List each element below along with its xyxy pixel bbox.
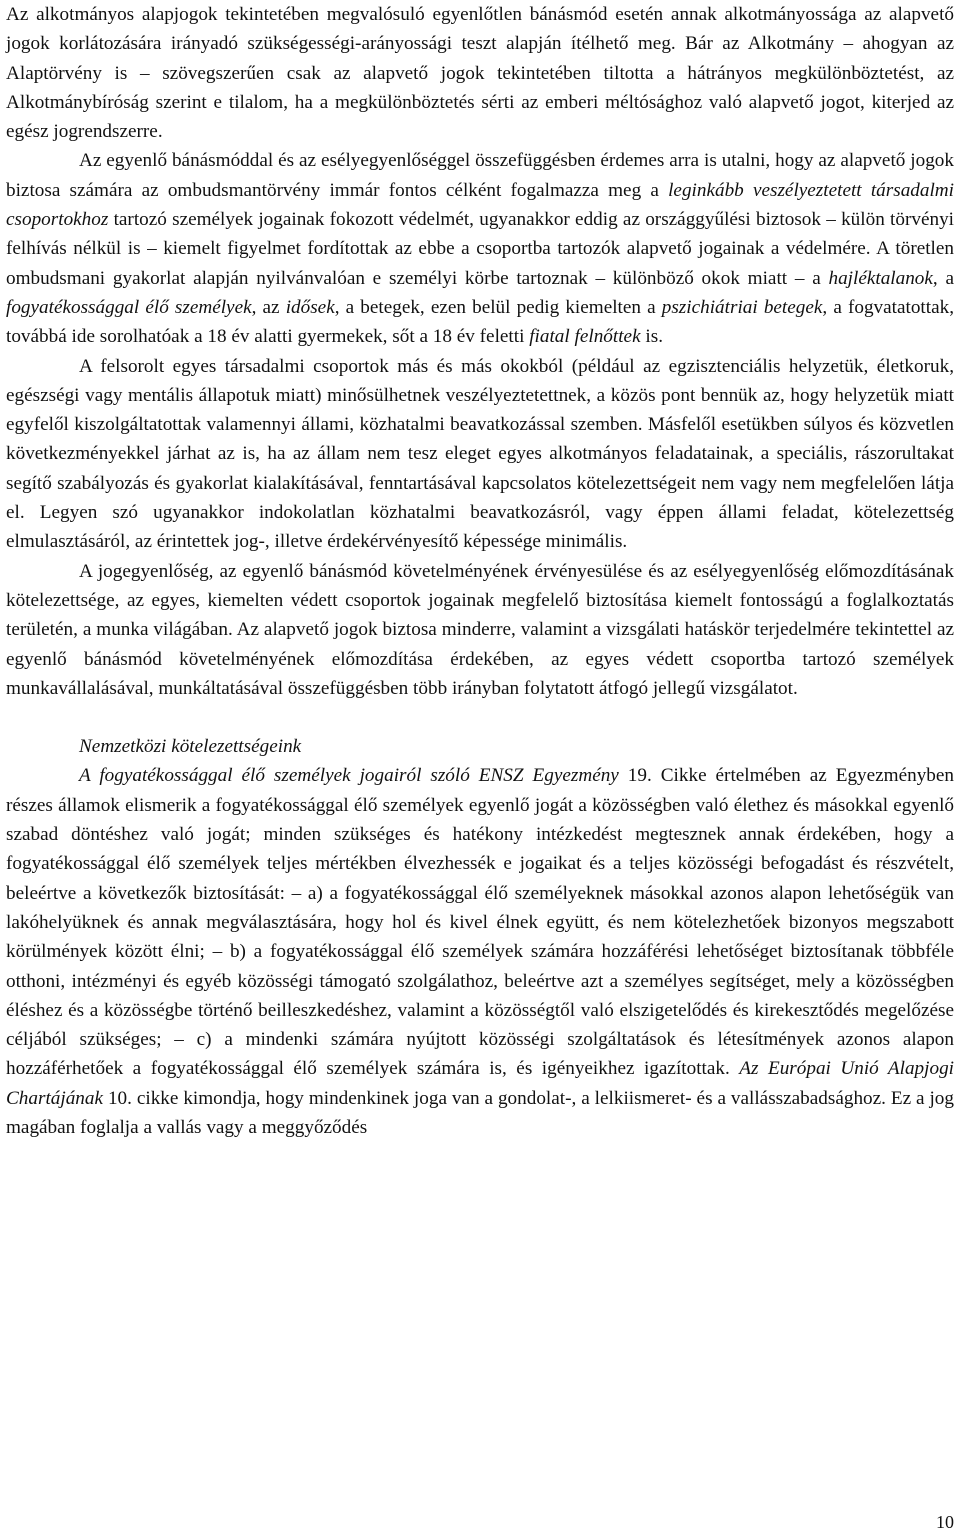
paragraph-2-emphasis-2: hajléktalanok <box>828 267 933 289</box>
paragraph-2-text-5: , a betegek, ezen belül pedig kiemelten a <box>334 296 662 318</box>
document-page <box>6 0 954 1142</box>
section-spacer <box>6 703 954 732</box>
paragraph-5-text-2: 10. cikke kimondja, hogy mindenkinek joga van a gondolat-, a lelkiismeret- és a vallásszabadsághoz. Ez a jog magában foglalja a vallás vagy a meggyőződés <box>6 1087 954 1138</box>
paragraph-5 <box>6 761 954 1142</box>
paragraph-1 <box>6 0 954 146</box>
paragraph-2-text-4: , az <box>251 296 286 318</box>
paragraph-2-text-3: , a <box>932 267 954 289</box>
paragraph-5-emphasis-1: A fogyatékossággal élő személyek jogairól szóló ENSZ Egyezmény <box>79 765 619 787</box>
paragraph-1-text: Az alkotmányos alapjogok tekintetében megvalósuló egyenlőtlen bánásmód esetén annak alkotmányossága az alapvető jogok korlátozására irányadó szükségességi-arányossági teszt alapján ítélhető meg. Bár az Alkotmány – ahogyan az Alaptörvény is – szövegszerűen csak az alapvető jogok tekintetében tiltotta a hátrányos megkülönböztetést, az Alkotmánybíróság szerint e tilalom, ha a megkülönböztetés sérti az emberi méltósághoz való alapvető jogot, kiterjed az egész jogrendszerre. <box>6 4 954 143</box>
paragraph-2-emphasis-6: fiatal felnőttek <box>529 326 641 348</box>
page-number: 10 <box>936 1512 954 1532</box>
section-heading: Nemzetközi kötelezettségeink <box>79 736 302 758</box>
paragraph-2-text-7: is. <box>640 326 663 348</box>
paragraph-2-text-1: Az egyenlő bánásmóddal és az esélyegyenlőséggel összefüggésben érdemes arra is utalni, hogy az alapvető jogok biztosa számára az ombudsmantörvény immár fontos célként fogalmazza meg a <box>6 150 954 201</box>
paragraph-4 <box>6 557 954 703</box>
paragraph-4-text: A jogegyenlőség, az egyenlő bánásmód követelményének érvényesülése és az esélyegyenlőség előmozdításának kötelezettsége, az egyes, kiemelten védett csoportok jogainak megfelelő biztosítása kiemelt fontosságú a foglalkoztatás területén, a munka világában. Az alapvető jogok biztosa minderre, valamint a vizsgálati hatáskör terjedelmére tekintettel az egyenlő bánásmód követelményének előmozdítása érdekében, az egyes védett csoportba tartozó személyek munkavállalásával, munkáltatásával összefüggésben több irányban folytatott átfogó jellegű vizsgálatot. <box>6 560 954 699</box>
paragraph-2-text-2: tartozó személyek jogainak fokozott védelmét, ugyanakkor eddig az országgyűlési biztosok – külön törvényi felhívás nélkül is – kiemelt figyelmet fordítottak az ebbe a csoportba tartozók alapvető jogainak a védelmére. A töretlen ombudsmani gyakorlat alapján nyilvánvalóan e személyi körbe tartoznak – különböző okok miatt – a <box>6 209 954 289</box>
paragraph-3-text: A felsorolt egyes társadalmi csoportok más és más okokból (például az egzisztenciális helyzetük, életkoruk, egészségi vagy mentális állapotuk miatt) minősülhetnek veszélyeztetettnek, a közös pont bennük az, hogy helyzetük miatt egyfelől kiszolgáltatottak valamennyi állami, közhatalmi beavatkozással szemben. Másfelől esetükben súlyos és közvetlen következményekkel járhat az is, ha az állam nem tesz eleget egyes alkotmányos feladatainak, a speciális, rászorultakat segítő szabályozás és gyakorlat kialakításával, fenntartásával kapcsolatos kötelezettségeit nem vagy nem megfelelően látja el. Legyen szó ugyanakkor indokolatlan közhatalmi beavatkozásról, vagy éppen állami feladat, kötelezettség elmulasztásáról, az érintettek jog-, illetve érdekérvényesítő képessége minimális. <box>6 355 954 553</box>
paragraph-3 <box>6 352 954 557</box>
paragraph-2-emphasis-1: leginkább veszélyeztetett társadalmi csoportokhoz <box>6 179 954 231</box>
paragraph-5-emphasis-2: Az Európai Unió Alapjogi Chartájának <box>6 1058 954 1109</box>
paragraph-2-emphasis-4: idősek <box>285 296 335 318</box>
paragraph-2-emphasis-3: fogyatékossággal élő személyek <box>6 296 252 318</box>
paragraph-5-text-1: 19. Cikke értelmében az Egyezményben részes államok elismerik a fogyatékossággal élő személyek egyenlő jogát a közösségben való élethez és másokkal egyenlő szabad döntéshez való jogát; minden szükséges és hatékony intézkedést megtesznek annak érdekében, hogy a fogyatékossággal élő személyek teljes mértékben élvezhessék e jogaikat és a teljes közösségi befogadást és részvételt, beleértve a következők biztosítását: – a) a fogyatékossággal élő személyeknek másokkal azonos alapon lehetőségük van lakóhelyüknek és annak megválasztására, hogy hol és kivel élnek együtt, és nem kötelezhetőek bizonyos megszabott körülmények között élni; – b) a fogyatékossággal élő személyek számára hozzáférési lehetőséget biztosítanak többféle otthoni, intézményi és egyéb közösségi támogató szolgálathoz, beleértve azt a személyes segítséget, mely a közösségben éléshez és a közösségbe történő beilleszkedéshez, valamint a közösségtől való elszigetelődés és kirekesztődés megelőzése céljából szükséges; – c) a mindenki számára nyújtott közösségi szolgáltatások és létesítmények azonos alapon hozzáférhetőek a fogyatékossággal élő személyek számára is, és igényeikhez igazítottak. <box>6 765 954 1080</box>
paragraph-2-text-6: , a fogvatatottak, továbbá ide sorolhatóak a 18 év alatti gyermekek, sőt a 18 év feletti <box>6 296 954 348</box>
paragraph-2-emphasis-5: pszichiátriai betegek <box>661 296 823 318</box>
paragraph-2 <box>6 146 954 351</box>
